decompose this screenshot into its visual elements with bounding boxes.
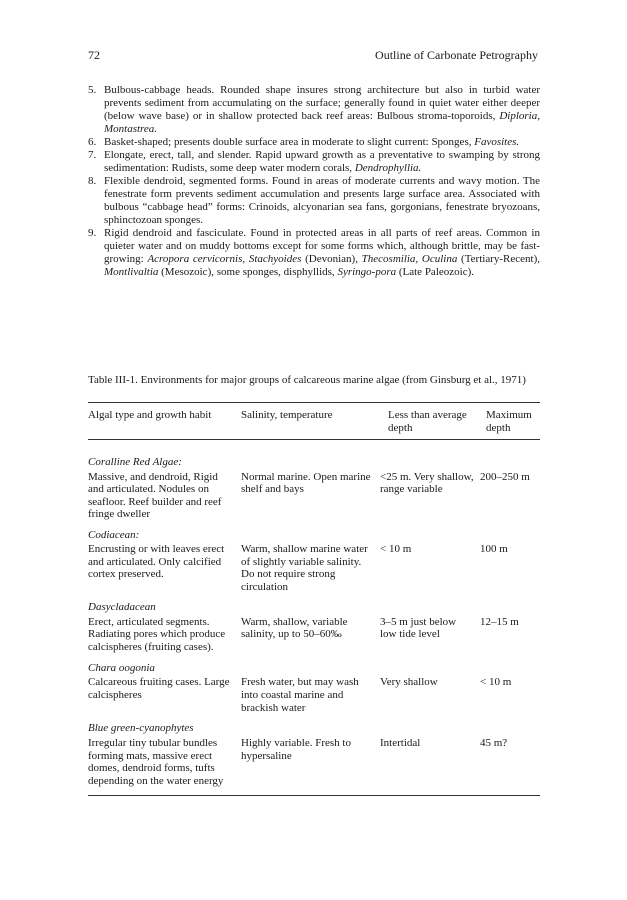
list-item: [88, 136, 540, 149]
header-salinity: Salinity, temperature: [241, 409, 333, 421]
list-item-text: Bulbous-cabbage heads. Rounded shape insures strong architecture but also in turbid water prevents sediment from accumulating on the surface; generally found in quiet water either deeper (below wave base) or in shallow protected back reef areas: Bulbous stroma-toporoids,: [104, 84, 540, 122]
list-item: [88, 175, 540, 227]
list-item: [88, 84, 540, 136]
list-item: [88, 227, 540, 279]
page-number: 72: [88, 48, 100, 62]
algae-group-title: Coralline Red Algae:: [88, 456, 182, 468]
cell-maximum-depth: < 10 m: [480, 676, 512, 689]
list-item-number: 9.: [88, 227, 97, 239]
list-item-taxon: Acropora cervicornis, Stachyoides: [147, 253, 302, 265]
cell-less-than-depth: 3–5 m just below low tide level: [380, 615, 457, 641]
list-item-number: 7.: [88, 149, 97, 161]
table-bottom-rule: [88, 795, 540, 796]
cell-growth-habit: Irregular tiny tubular bundles forming mats, massive erect domes, dendroid forms, tufts depending on the water energy: [88, 736, 224, 787]
list-item-number: 6.: [88, 136, 97, 148]
cell-salinity: Warm, shallow, variable salinity, up to 50–60‰: [241, 615, 348, 641]
table-row-cells: [88, 543, 540, 593]
algae-group-title: Blue green-cyanophytes: [88, 722, 194, 735]
list-item-text: Rigid dendroid and fasciculate. Found in protected areas in all parts of reef areas. Common in quieter water and on muddy bottoms except for some forms which, although brittle, may be fast-growing:: [104, 227, 540, 265]
cell-salinity: Highly variable. Fresh to hypersaline: [241, 736, 351, 762]
header-algal-type: Algal type and growth habit: [88, 409, 212, 421]
list-item-taxon: Diploria, Montastrea.: [104, 110, 540, 135]
table-header: [88, 409, 540, 439]
list-item-taxon: Montlivaltia: [104, 266, 159, 278]
cell-less-than-depth: Very shallow: [380, 676, 438, 689]
list-item-taxon: Thecosmilia, Oculina: [361, 253, 458, 265]
header-less-than-depth: Less than average depth: [388, 409, 467, 434]
table-body: [88, 440, 540, 787]
list-item-number: 5.: [88, 84, 97, 96]
table-row: [88, 456, 540, 521]
growth-habit-list: [88, 84, 540, 279]
algae-group-title: Dasycladacean: [88, 601, 156, 614]
list-item-number: 8.: [88, 175, 97, 187]
algae-table: [88, 402, 540, 796]
algae-group-title: Codiacean:: [88, 528, 140, 541]
cell-growth-habit: Erect, articulated segments. Radiating pores which produce calcispheres (fruiting cases).: [88, 615, 226, 653]
table-row: [88, 529, 540, 594]
list-item-taxon: Dendrophyllia.: [354, 162, 422, 174]
cell-growth-habit: Calcareous fruiting cases. Large calcispheres: [88, 676, 230, 701]
cell-less-than-depth: Intertidal: [380, 736, 421, 749]
list-item-text: (Tertiary-Recent),: [457, 253, 540, 265]
table-row-cells: [88, 737, 540, 787]
cell-less-than-depth: <25 m. Very shallow, range variable: [380, 470, 474, 496]
list-item-text: (Mesozoic), some sponges, disphyllids,: [158, 266, 338, 278]
list-item-text: Flexible dendroid, segmented forms. Found in areas of moderate currents and wavy motion. The fenestrate form prevents sediment accumulation and presents large surface area. Associated with bulbous “cabbage head” forms: Crinoids, alcyonarian sea fans, gorgonians, fenestrate bryozoans, sphinctozoan sponges.: [104, 175, 540, 226]
cell-less-than-depth: < 10 m: [380, 543, 412, 556]
list-item-text: Elongate, erect, tall, and slender. Rapid upward growth as a preventative to swamping by strong sedimentation: Rudists, some deep water modern corals,: [104, 149, 540, 174]
cell-maximum-depth: 12–15 m: [480, 615, 519, 628]
cell-maximum-depth: 200–250 m: [480, 470, 530, 483]
table-row-cells: [88, 676, 540, 714]
cell-maximum-depth: 100 m: [480, 543, 508, 556]
table-row: [88, 722, 540, 787]
table-row-cells: [88, 471, 540, 521]
list-item-taxon: Syringo-pora: [337, 266, 397, 278]
list-item-text: (Late Paleozoic).: [396, 266, 474, 278]
cell-maximum-depth: 45 m?: [480, 736, 508, 749]
list-item: [88, 149, 540, 175]
header-maximum-depth: Maximum depth: [486, 409, 532, 434]
table-row: [88, 601, 540, 654]
table-row: [88, 662, 540, 715]
page-header: [88, 48, 538, 64]
list-item-taxon: Favosites.: [474, 136, 520, 148]
cell-growth-habit: Encrusting or with leaves erect and articulated. Only calcified cortex preserved.: [88, 543, 225, 581]
cell-salinity: Fresh water, but may wash into coastal marine and brackish water: [241, 676, 359, 714]
algae-group-title: Chara oogonia: [88, 661, 155, 674]
cell-salinity: Normal marine. Open marine shelf and bays: [241, 470, 371, 496]
table-caption: Table III-1. Environments for major groups of calcareous marine algae (from Ginsburg et al., 1971): [88, 374, 526, 386]
table-row-cells: [88, 616, 540, 654]
list-item-text: (Devonian),: [301, 253, 362, 265]
list-item-text: Basket-shaped; presents double surface area in moderate to slight current: Sponges,: [104, 136, 475, 148]
running-title: Outline of Carbonate Petrography: [375, 48, 538, 62]
cell-salinity: Warm, shallow marine water of slightly variable salinity. Do not require strong circulation: [241, 543, 368, 593]
table-top-rule: [88, 402, 540, 403]
cell-growth-habit: Massive, and dendroid, Rigid and articulated. Nodules on seafloor. Reef builder and reef fringe dweller: [88, 470, 222, 521]
